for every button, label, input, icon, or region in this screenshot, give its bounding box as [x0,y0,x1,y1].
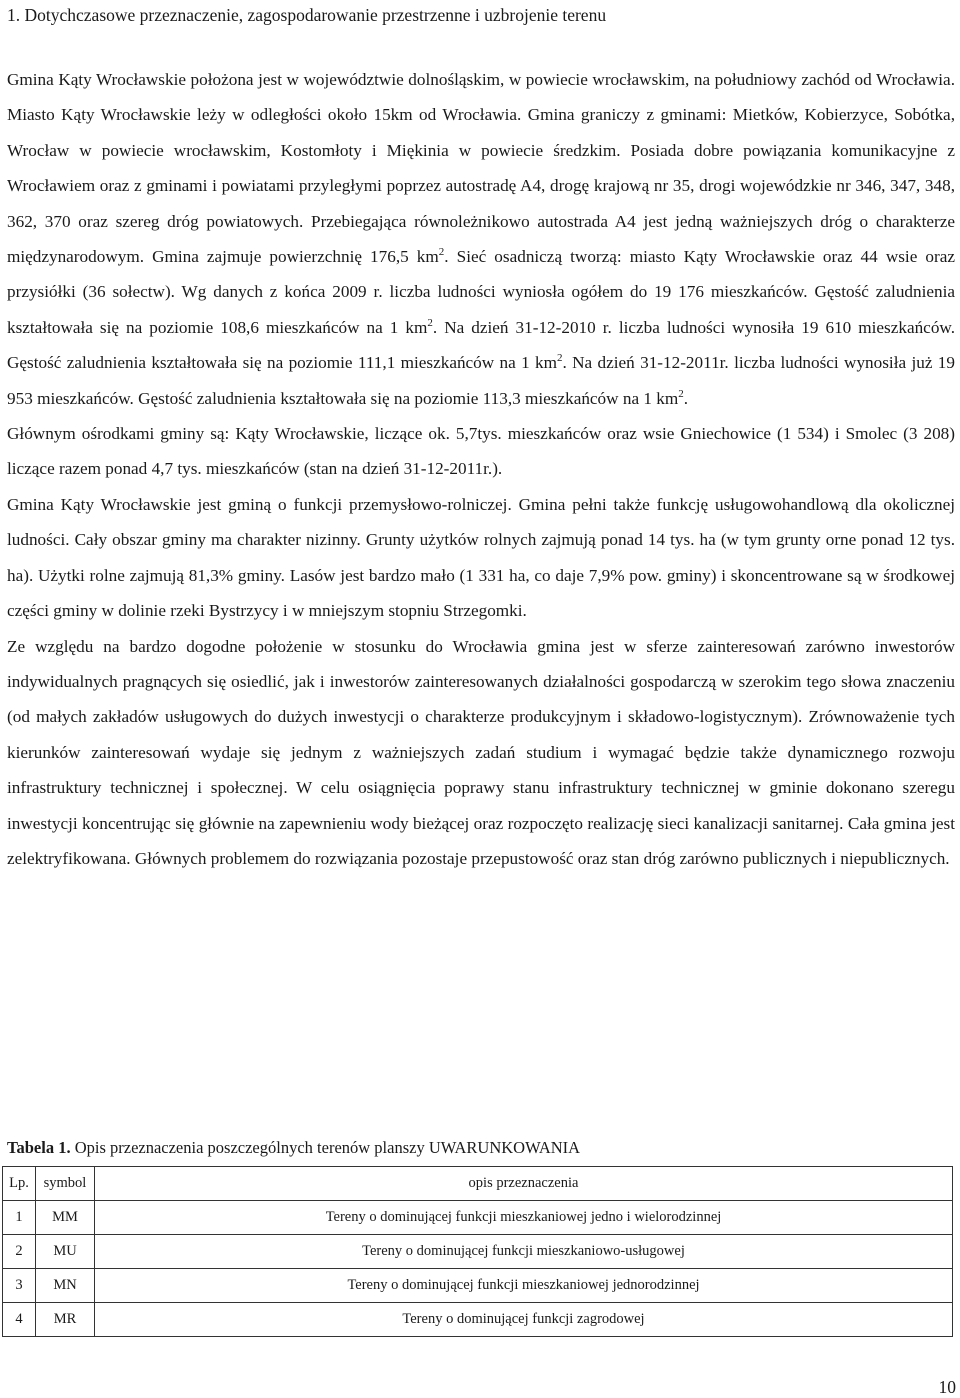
page-number: 10 [938,1377,956,1397]
cell-description: Tereny o dominującej funkcji zagrodowej [95,1303,953,1337]
paragraph-1 [7,62,955,416]
superscript: 2 [678,387,684,400]
paragraph-text: . Sieć osadniczą tworzą: miasto Kąty Wrocławskie oraz 44 wsie oraz przysiółki (36 sołectw). Wg danych z końca 2009 r. liczba ludności wyniosła ogółem do 19 176 mieszkańców. Gęstość zaludnienia kształtowała się na poziomie 108,6 mieszkańców na 1 km [7,247,955,337]
paragraph-text: . [683,388,689,408]
paragraph-text: . Na dzień 31-12-2010 r. liczba ludności wynosiła 19 610 mieszkańców. Gęstość zaludnienia kształtowała się na poziomie 111,1 mieszkańców na 1 km [7,317,956,373]
body-text [7,62,955,876]
table-caption [7,1137,580,1159]
cell-description: Tereny o dominującej funkcji mieszkaniowej jedno i wielorodzinnej [95,1201,953,1235]
paragraph-3 [7,487,955,629]
table-caption-label: Tabela 1. [7,1138,71,1157]
cell-lp: 1 [3,1201,36,1235]
cell-symbol: MU [36,1235,95,1269]
cell-lp: 2 [3,1235,36,1269]
table-row [3,1269,953,1303]
paragraph-text: Głównym ośrodkami gminy są: Kąty Wrocławskie, liczące ok. 5,7tys. mieszkańców oraz wsie Gniechowice (1 534) i Smolec (3 208) liczące razem ponad 4,7 tys. mieszkańców (stan na dzień 31-12-2011r.). [7,424,955,479]
paragraph-text: Ze względu na bardzo dogodne położenie w stosunku do Wrocławia gmina jest w sferze zainteresowań zarówno inwestorów indywidualnych pragnących się osiedlić, jak i inwestorów zainteresowanych działalności gospodarczą w szerokim tego słowa znaczeniu (od małych zakładów usługowych do dużych inwestycji o charakterze produkcyjnym i składowo-logistycznym). Zrównoważenie tych kierunków zainteresowań wydaje się jednym z ważniejszych zadań studium i wymagać będzie także dynamicznego rozwoju infrastruktury technicznej i społecznej. W celu osiągnięcia poprawy stanu infrastruktury technicznej w gminie dokonano szeregu inwestycji koncentrując się głównie na zapewnieniu wody bieżącej oraz rozpoczęto realizację sieci kanalizacji sanitarnej. Cała gmina jest zelektryfikowana. Głównych problemem do rozwiązania pozostaje przepustowość oraz stan dróg zarówno publicznych i niepublicznych. [7,636,955,868]
zoning-table [2,1166,953,1337]
cell-symbol: MN [36,1269,95,1303]
cell-lp: 3 [3,1269,36,1303]
table-row [3,1235,953,1269]
cell-symbol: MR [36,1303,95,1337]
column-header-description: opis przeznaczenia [95,1167,953,1201]
paragraph-text: . Na dzień 31-12-2011r. liczba ludności wynosiła już 19 953 mieszkańców. Gęstość zaludnienia kształtowała się na poziomie 113,3 mieszkańców na 1 km [7,353,955,408]
table-row [3,1201,953,1235]
cell-description: Tereny o dominującej funkcji mieszkaniowo-usługowej [95,1235,953,1269]
table-caption-text: Opis przeznaczenia poszczególnych terenów planszy UWARUNKOWANIA [70,1138,581,1157]
paragraph-text: Gmina Kąty Wrocławskie jest gminą o funkcji przemysłowo-rolniczej. Gmina pełni także funkcję usługowohandlową dla okolicznej ludności. Cały obszar gminy ma charakter nizinny. Grunty użytków rolnych zajmują ponad 14 tys. ha (w tym grunty orne ponad 12 tys. ha). Użytki rolne zajmują 81,3% gminy. Lasów jest bardzo mało (1 331 ha, co daje 7,9% pow. gminy) i skoncentrowane są w środkowej części gminy w dolinie rzeki Bystrzycy i w mniejszym stopniu Strzegomki. [7,494,955,621]
superscript: 2 [557,352,563,365]
table-header-row [3,1167,953,1201]
cell-description: Tereny o dominującej funkcji mieszkaniowej jednorodzinnej [95,1269,953,1303]
column-header-symbol: symbol [36,1167,95,1201]
paragraph-text: Gmina Kąty Wrocławskie położona jest w województwie dolnośląskim, w powiecie wrocławskim, na południowy zachód od Wrocławia. Miasto Kąty Wrocławskie leży w odległości około 15km od Wrocławia. Gmina graniczy z gminami: Mietków, Kobierzyce, Sobótka, Wrocław w powiecie wrocławskim, Kostomłoty i Miękinia w powiecie średzkim. Posiada dobre powiązania komunikacyjne z Wrocławiem oraz z gminami i powiatami przyległymi poprzez autostradę A4, drogę krajową nr 35, drogi wojewódzkie nr 346, 347, 348, 362, 370 oraz szereg dróg powiatowych. Przebiegająca równoleżnikowo autostrada A4 jest jedną ważniejszych dróg o charakterze międzynarodowym. Gmina zajmuje powierzchnię 176,5 km [7,70,955,267]
superscript: 2 [427,316,433,329]
table-row [3,1303,953,1337]
cell-lp: 4 [3,1303,36,1337]
paragraph-2 [7,416,955,487]
section-heading: 1. Dotychczasowe przeznaczenie, zagospodarowanie przestrzenne i uzbrojenie terenu [7,5,607,25]
cell-symbol: MM [36,1201,95,1235]
column-header-lp: Lp. [3,1167,36,1201]
paragraph-4 [7,629,955,877]
superscript: 2 [438,246,445,259]
